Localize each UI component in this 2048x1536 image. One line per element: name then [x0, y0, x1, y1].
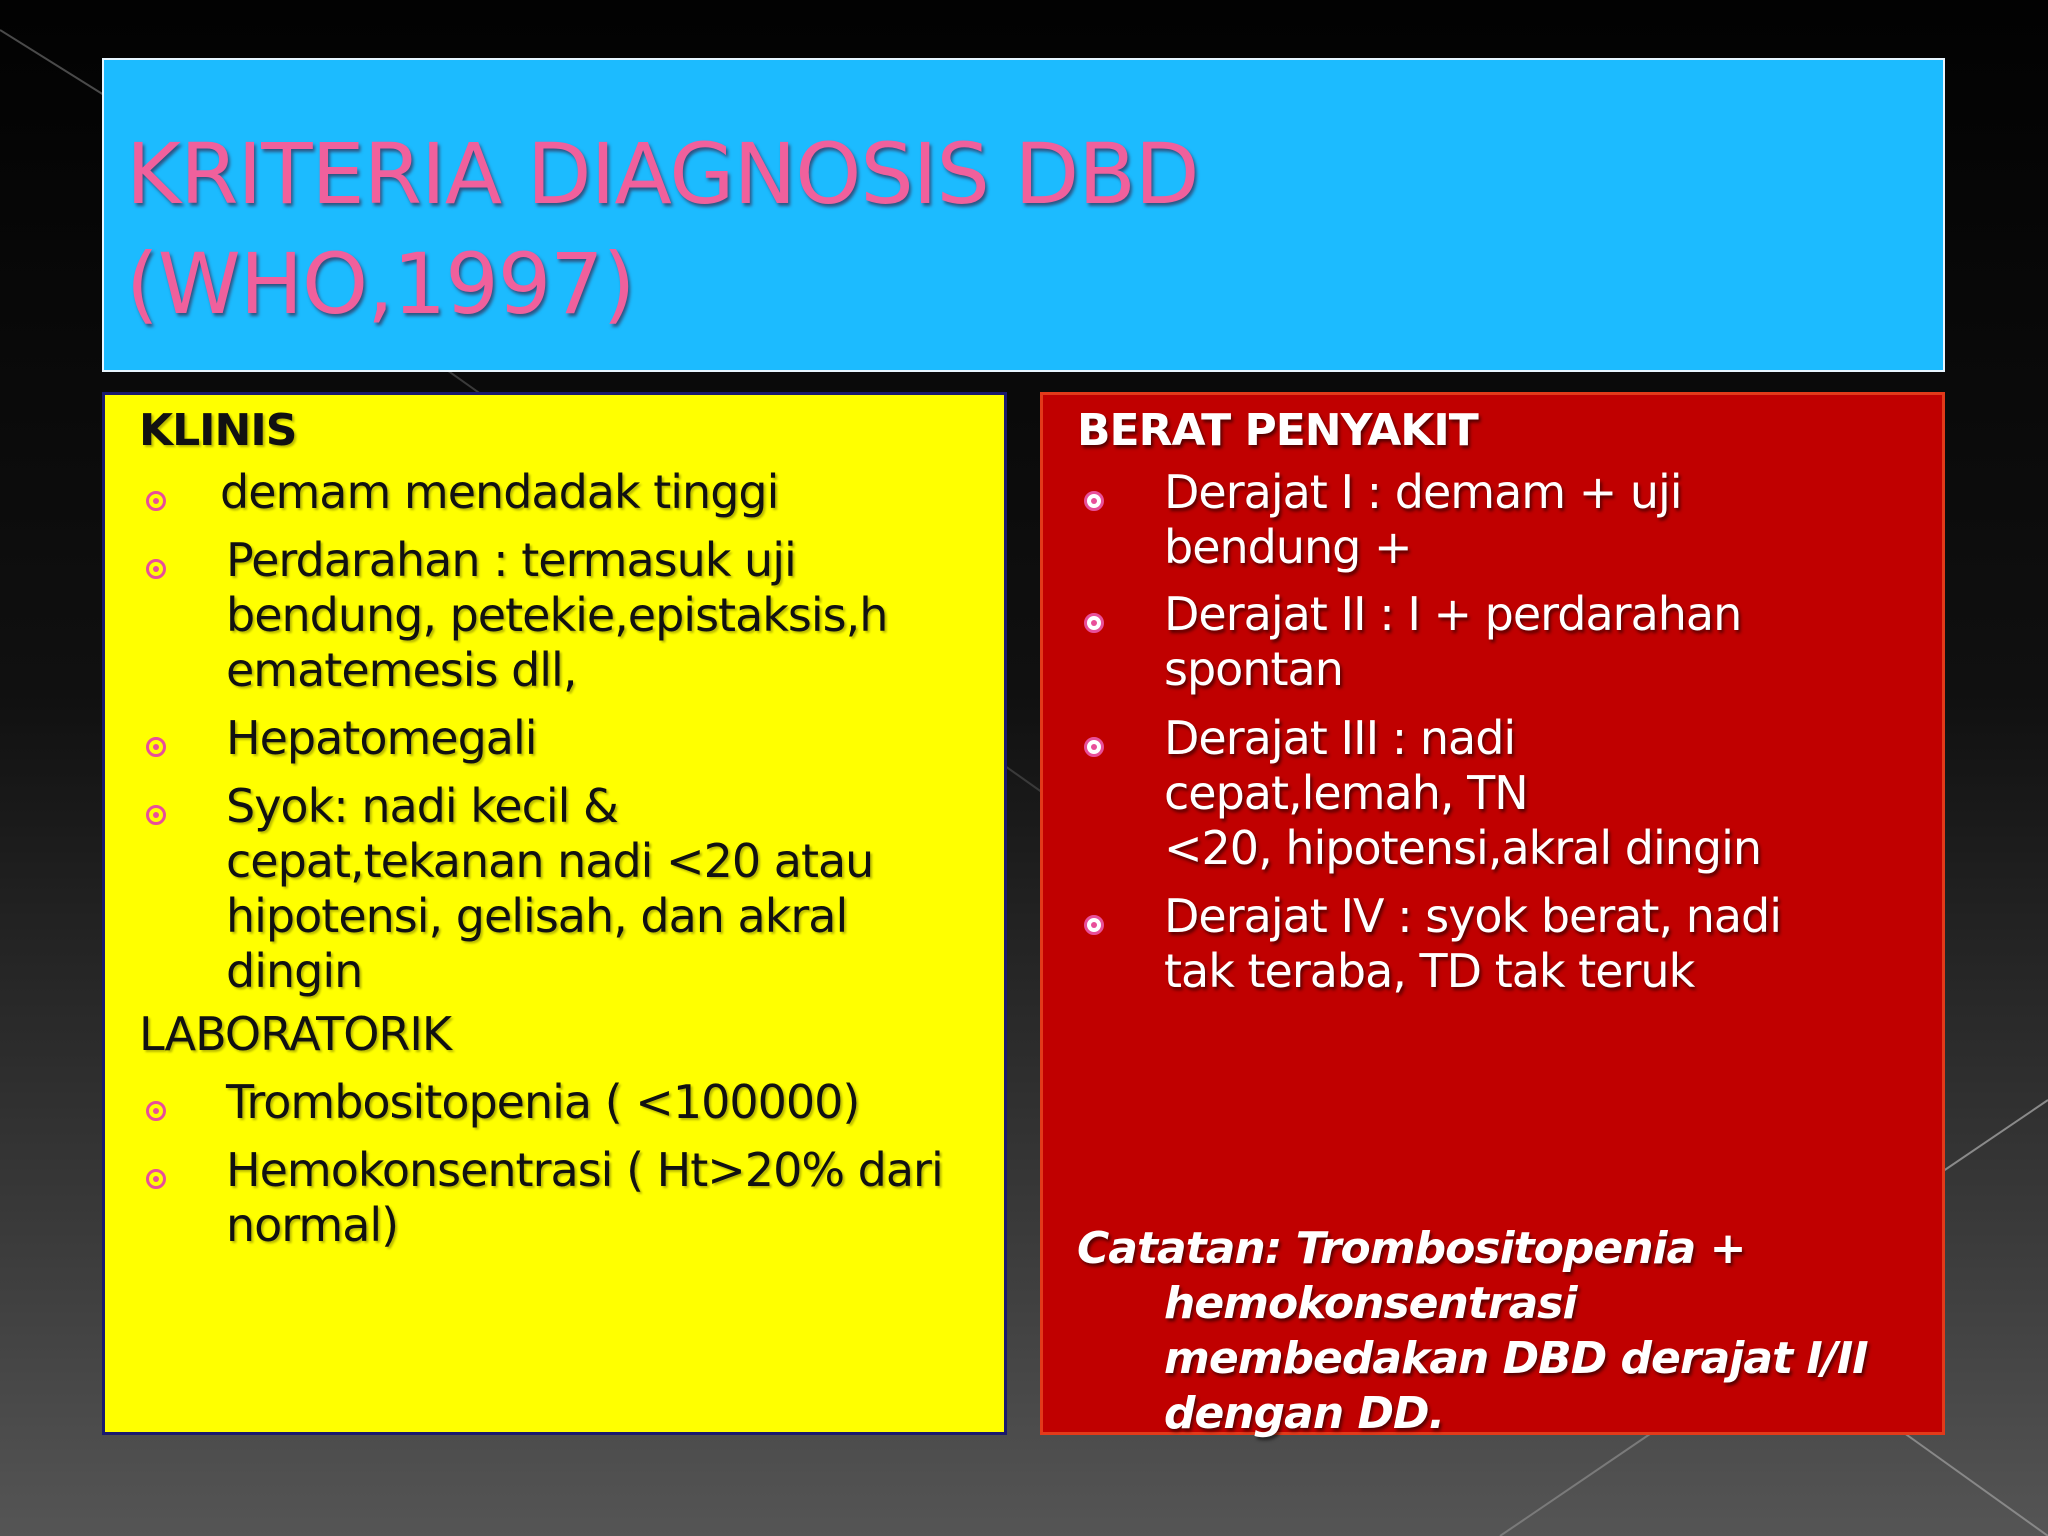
lab-item-1-line-1: Trombositopenia ( <100000) [226, 1075, 860, 1129]
clinical-item-4-line-3: hipotensi, gelisah, dan akral [226, 889, 848, 943]
circle-dot-bullet-icon [146, 1101, 166, 1121]
slide-title-line-2: (WHO,1997) [126, 235, 635, 333]
circle-dot-bullet-icon [1084, 613, 1104, 633]
circle-dot-bullet-icon [146, 491, 166, 511]
circle-dot-bullet-icon [1084, 915, 1104, 935]
clinical-item-2-line-1: Perdarahan : termasuk uji [226, 533, 796, 587]
severity-heading: BERAT PENYAKIT [1077, 405, 1478, 456]
grade-4-line-2: tak teraba, TD tak teruk [1164, 944, 1695, 998]
circle-dot-bullet-icon [146, 1169, 166, 1189]
clinical-heading: KLINIS [139, 405, 297, 456]
circle-dot-bullet-icon [1084, 737, 1104, 757]
clinical-item-2-line-3: ematemesis dll, [226, 643, 577, 697]
grade-1-line-2: bendung + [1164, 520, 1412, 574]
clinical-item-4-line-2: cepat,tekanan nadi <20 atau [226, 834, 874, 888]
note-line-1: Catatan: Trombositopenia + [1077, 1223, 1746, 1274]
clinical-item-3-line-1: Hepatomegali [226, 711, 537, 765]
clinical-criteria-panel [102, 392, 1007, 1435]
grade-2-line-1: Derajat II : I + perdarahan [1164, 587, 1742, 641]
note-line-4: dengan DD. [1164, 1388, 1445, 1439]
circle-dot-bullet-icon [146, 805, 166, 825]
circle-dot-bullet-icon [146, 559, 166, 579]
circle-dot-bullet-icon [146, 737, 166, 757]
grade-3-line-2: cepat,lemah, TN [1164, 766, 1528, 820]
circle-dot-bullet-icon [1084, 491, 1104, 511]
slide-title-line-1: KRITERIA DIAGNOSIS DBD [126, 125, 1199, 223]
grade-2-line-2: spontan [1164, 642, 1343, 696]
grade-4-line-1: Derajat IV : syok berat, nadi [1164, 889, 1782, 943]
clinical-item-4-line-1: Syok: nadi kecil & [226, 779, 618, 833]
clinical-item-4-line-4: dingin [226, 944, 363, 998]
lab-item-2-line-2: normal) [226, 1198, 399, 1252]
grade-3-line-1: Derajat III : nadi [1164, 711, 1516, 765]
title-banner [102, 58, 1945, 372]
grade-1-line-1: Derajat I : demam + uji [1164, 465, 1682, 519]
note-line-2: hemokonsentrasi [1164, 1278, 1577, 1329]
clinical-item-1-line-1: demam mendadak tinggi [220, 465, 779, 519]
grade-3-line-3: <20, hipotensi,akral dingin [1164, 821, 1762, 875]
note-line-3: membedakan DBD derajat I/II [1164, 1333, 1868, 1384]
laboratory-heading: LABORATORIK [139, 1007, 452, 1061]
severity-grade-panel [1040, 392, 1945, 1439]
lab-item-2-line-1: Hemokonsentrasi ( Ht>20% dari [226, 1143, 943, 1197]
clinical-item-2-line-2: bendung, petekie,epistaksis,h [226, 588, 888, 642]
